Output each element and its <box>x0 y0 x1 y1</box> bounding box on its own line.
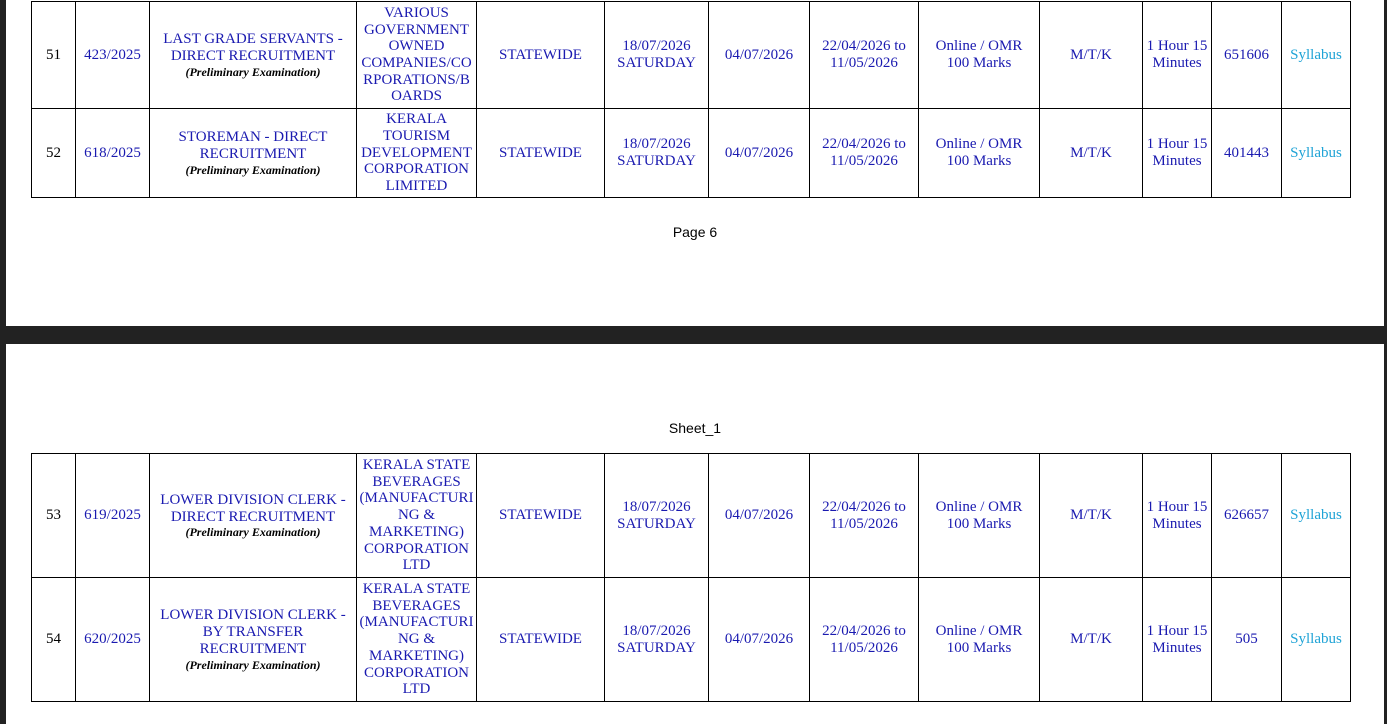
confirmation-date: 04/07/2026 <box>709 578 810 702</box>
table-row <box>32 454 1351 578</box>
department: VARIOUS GOVERNMENT OWNED COMPANIES/CORPORATIONS/BOARDS <box>357 2 477 109</box>
post-name: LOWER DIVISION CLERK - BY TRANSFER RECRUITMENT <box>160 607 346 657</box>
post-name: LAST GRADE SERVANTS - DIRECT RECRUITMENT <box>163 31 343 64</box>
confirmation-date: 04/07/2026 <box>709 2 810 109</box>
region: STATEWIDE <box>477 454 605 578</box>
medium: M/T/K <box>1040 109 1143 198</box>
serial-number: 53 <box>32 454 76 578</box>
exam-day: SATURDAY <box>617 55 696 71</box>
post-name-cell <box>150 2 357 109</box>
post-name-cell <box>150 109 357 198</box>
post-name: STOREMAN - DIRECT RECRUITMENT <box>178 129 328 162</box>
candidate-count: 651606 <box>1212 2 1282 109</box>
candidate-count: 626657 <box>1212 454 1282 578</box>
page-footer: Page 6 <box>672 224 718 240</box>
exam-marks: 100 Marks <box>946 55 1012 71</box>
medium: M/T/K <box>1040 454 1143 578</box>
department: KERALA TOURISM DEVELOPMENT CORPORATION LIMITED <box>357 109 477 198</box>
serial-number: 54 <box>32 578 76 702</box>
exam-type-note: (Preliminary Examination) <box>185 657 321 672</box>
duration: 1 Hour 15 Minutes <box>1143 454 1212 578</box>
exam-date: 18/07/2026 <box>622 622 691 639</box>
candidate-count: 401443 <box>1212 109 1282 198</box>
exam-mode: Online / OMR <box>935 622 1023 639</box>
exam-mode: Online / OMR <box>935 38 1023 55</box>
sheet-header: Sheet_1 <box>668 420 722 436</box>
category-number: 423/2025 <box>76 2 150 109</box>
document-page <box>6 344 1384 724</box>
exam-marks: 100 Marks <box>946 153 1012 169</box>
syllabus-link[interactable]: Syllabus <box>1282 109 1351 198</box>
exam-mode: Online / OMR <box>935 498 1023 515</box>
duration: 1 Hour 15 Minutes <box>1143 109 1212 198</box>
serial-number: 51 <box>32 2 76 109</box>
duration: 1 Hour 15 Minutes <box>1143 2 1212 109</box>
exam-marks: 100 Marks <box>946 515 1012 532</box>
exam-schedule-table <box>31 1 1351 198</box>
post-name: LOWER DIVISION CLERK - DIRECT RECRUITMENT <box>160 491 346 525</box>
document-page <box>6 0 1384 326</box>
exam-date-cell <box>605 454 709 578</box>
category-number: 618/2025 <box>76 109 150 198</box>
serial-number: 52 <box>32 109 76 198</box>
candidate-count: 505 <box>1212 578 1282 702</box>
confirmation-date: 04/07/2026 <box>709 109 810 198</box>
exam-marks: 100 Marks <box>946 639 1012 656</box>
admission-period: 22/04/2026 to 11/05/2026 <box>810 454 919 578</box>
exam-mode-cell <box>919 454 1040 578</box>
post-name-cell <box>150 578 357 702</box>
table-row <box>32 109 1351 198</box>
duration: 1 Hour 15 Minutes <box>1143 578 1212 702</box>
department: KERALA STATE BEVERAGES (MANUFACTURING & MARKETING) CORPORATION LTD <box>357 578 477 702</box>
exam-mode-cell <box>919 2 1040 109</box>
exam-mode-cell <box>919 578 1040 702</box>
post-name-cell <box>150 454 357 578</box>
exam-schedule-table <box>31 453 1351 702</box>
medium: M/T/K <box>1040 2 1143 109</box>
exam-type-note: (Preliminary Examination) <box>185 64 321 79</box>
table-row <box>32 2 1351 109</box>
exam-date-cell <box>605 109 709 198</box>
exam-date-cell <box>605 2 709 109</box>
exam-mode: Online / OMR <box>935 136 1023 153</box>
department: KERALA STATE BEVERAGES (MANUFACTURING & MARKETING) CORPORATION LTD <box>357 454 477 578</box>
syllabus-link[interactable]: Syllabus <box>1282 454 1351 578</box>
table-row <box>32 578 1351 702</box>
exam-type-note: (Preliminary Examination) <box>185 525 321 540</box>
region: STATEWIDE <box>477 2 605 109</box>
region: STATEWIDE <box>477 109 605 198</box>
exam-type-note: (Preliminary Examination) <box>185 162 321 177</box>
exam-date: 18/07/2026 <box>622 498 691 515</box>
category-number: 619/2025 <box>76 454 150 578</box>
exam-date: 18/07/2026 <box>622 38 691 55</box>
syllabus-link[interactable]: Syllabus <box>1282 2 1351 109</box>
category-number: 620/2025 <box>76 578 150 702</box>
confirmation-date: 04/07/2026 <box>709 454 810 578</box>
exam-mode-cell <box>919 109 1040 198</box>
exam-date: 18/07/2026 <box>622 136 691 153</box>
exam-day: SATURDAY <box>617 153 696 169</box>
exam-date-cell <box>605 578 709 702</box>
admission-period: 22/04/2026 to 11/05/2026 <box>810 109 919 198</box>
medium: M/T/K <box>1040 578 1143 702</box>
exam-day: SATURDAY <box>617 515 696 532</box>
region: STATEWIDE <box>477 578 605 702</box>
exam-day: SATURDAY <box>617 639 696 656</box>
syllabus-link[interactable]: Syllabus <box>1282 578 1351 702</box>
admission-period: 22/04/2026 to 11/05/2026 <box>810 578 919 702</box>
admission-period: 22/04/2026 to 11/05/2026 <box>810 2 919 109</box>
